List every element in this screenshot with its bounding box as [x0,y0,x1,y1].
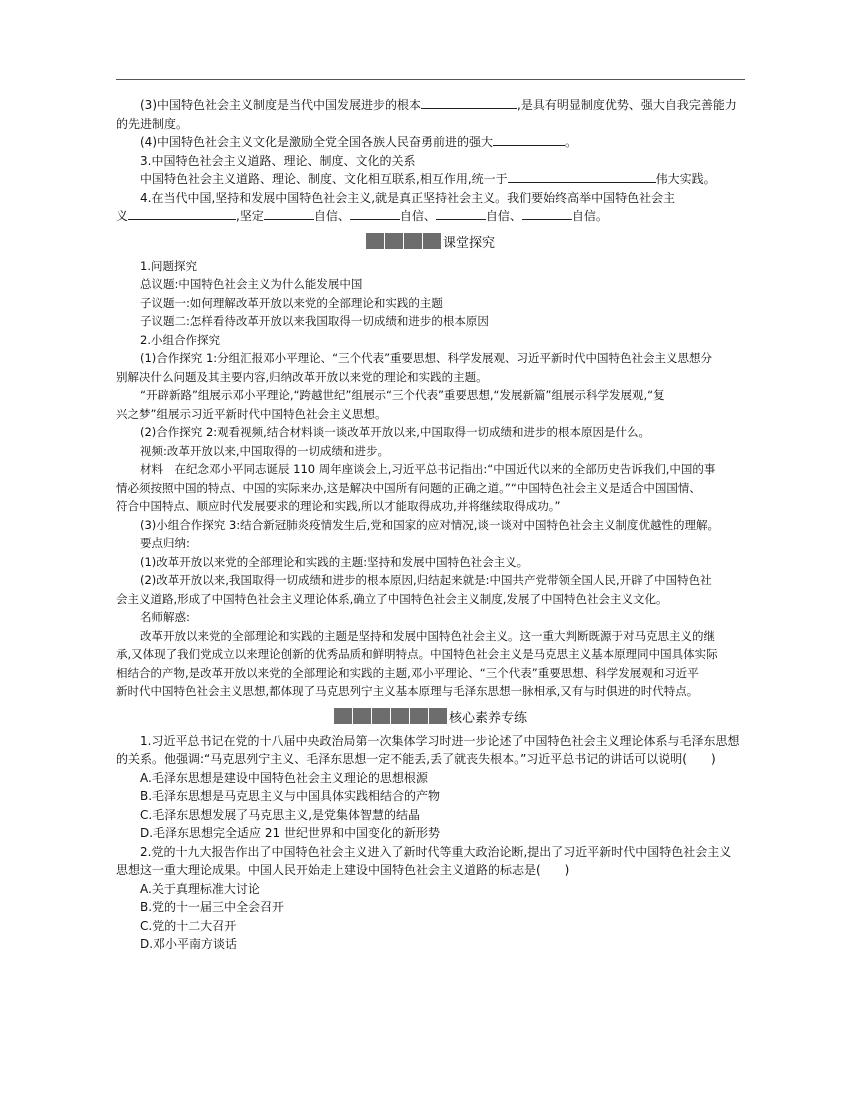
fill-blank[interactable] [421,96,517,109]
option-c[interactable]: C.毛泽东思想发展了马克思主义,是党集体智慧的结晶 [140,807,421,822]
question-2 [116,843,745,954]
text-line: (4)中国特色社会主义文化是激励全党全国各族人民奋勇前进的强大 。 [140,135,578,149]
fill-blank[interactable] [436,207,486,220]
fill-blank[interactable] [350,207,400,220]
question-stem: 1.习近平总书记在党的十八届中央政治局第一次集体学习时进一步论述了中国特色社会主义理论体系与毛泽东思想 [140,733,740,748]
option-b[interactable]: B.党的十一届三中全会召开 [140,900,285,914]
text-line: 义 ,坚定 自信、 自信、 自信、 自信。 [116,209,608,223]
text-line: 新时代中国特色社会主义思想,都体现了马克思列宁主义基本原理与毛泽东思想一脉相承,又有与时俱进的时代特点。 [116,684,699,698]
text-line: (2)改革开放以来,我国取得一切成绩和进步的根本原因,归结起来就是:中国共产党带领全国人民,开辟了中国特色社 [140,573,712,587]
text-line: 符合中国特点、顺应时代发展要求的理论和实践,所以才能取得成功,并将继续取得成功。” [116,499,561,513]
text-line: 会主义道路,形成了中国特色社会主义理论体系,确立了中国特色社会主义制度,发展了中国特色社会主义文化。 [116,591,668,606]
text-line: 别解决什么问题及其主要内容,归纳改革开放以来党的理论和实践的主题。 [116,369,488,384]
section-title: 课堂探究 [442,235,495,251]
question-stem: 2.党的十九大报告作出了中国特色社会主义进入了新时代等重大政治论断,提出了习近平新时代中国特色社会主义 [140,844,732,859]
heading-decoration [334,708,448,724]
text-line: (1)改革开放以来党的全部理论和实践的主题:坚持和发展中国特色社会主义。 [140,554,529,569]
text-line: 4.在当代中国,坚持和发展中国特色社会主义,就是真正坚持社会主义。我们要始终高举中国特色社会主 [140,190,676,205]
text-line: 2.小组合作探究 [140,332,220,347]
option-b[interactable]: B.毛泽东思想是马克思主义与中国具体实践相结合的产物 [140,789,441,803]
text-line: 中国特色社会主义道路、理论、制度、文化相互联系,相互作用,统一于 伟大实践。 [140,172,716,186]
section-title: 核心素养专练 [448,710,527,726]
option-c[interactable]: C.党的十二大召开 [140,918,237,933]
text-line: 要点归纳: [140,536,190,550]
text-line: 名师解惑: [140,610,190,624]
text-line: 3.中国特色社会主义道路、理论、制度、文化的关系 [140,153,416,168]
text-line: (1)合作探究 1:分组汇报邓小平理论、“三个代表”重要思想、科学发展观、习近平新时代中国特色社会主义思想分 [140,351,713,365]
fill-blank[interactable] [508,170,656,183]
text-line: (3)中国特色社会主义制度是当代中国发展进步的根本 ,是具有明显制度优势、强大自我完善能力 [140,98,737,112]
text-line: 总议题:中国特色社会主义为什么能发展中国 [140,277,363,291]
text-line: 1.问题探究 [140,258,197,273]
option-a[interactable]: A.关于真理标准大讨论 [140,881,260,896]
question-stem: 思想这一重大理论成果。中国人民开始走上建设中国特色社会主义道路的标志是( ) [116,863,570,877]
text-line: 材料 在纪念邓小平同志诞辰 110 周年座谈会上,习近平总书记指出:“中国近代以来的全部历史告诉我们,中国的事 [140,462,716,476]
text-line: 兴之梦”组展示习近平新时代中国特色社会主义思想。 [116,406,387,421]
fill-blank[interactable] [128,207,236,220]
question-stem: 的关系。他强调:“马克思列宁主义、毛泽东思想一定不能丢,丢了就丧失根本。”习近平总书记的讲话可以说明( ) [116,752,716,766]
option-d[interactable]: D.毛泽东思想完全适应 21 世纪世界和中国变化的新形势 [140,826,440,840]
document-body [116,96,745,954]
fill-blank[interactable] [264,207,314,220]
option-a[interactable]: A.毛泽东思想是建设中国特色社会主义理论的思想根源 [140,770,428,785]
fill-blank[interactable] [493,133,565,146]
text-line: 相结合的产物,是改革开放以来党的全部理论和实践的主题,邓小平理论、“三个代表”重要思想、科学发展观和习近平 [116,665,699,680]
option-d[interactable]: D.邓小平南方谈话 [140,937,238,951]
text-line: 子议题一:如何理解改革开放以来党的全部理论和实践的主题 [140,295,443,310]
text-line: 子议题二:怎样看待改革开放以来我国取得一切成绩和进步的根本原因 [140,314,489,328]
question-1 [116,732,745,843]
text-line: (3)小组合作探究 3:结合新冠肺炎疫情发生后,党和国家的应对情况,谈一谈对中国特色社会主义制度优越性的理解。 [140,517,719,532]
text-line: 情必须按照中国的特点、中国的实际来办,这是解决中国所有问题的正确之道。”“中国特色社会主义是适合中国国情、 [116,480,701,495]
text-line: 的先进制度。 [116,116,189,131]
section-heading-core [116,707,745,726]
text-line: (2)合作探究 2:观看视频,结合材料谈一谈改革开放以来,中国取得一切成绩和进步的根本原因是什么。 [140,425,650,439]
text-line: 视频:改革开放以来,中国取得的一切成绩和进步。 [140,443,390,458]
fill-blank[interactable] [522,207,572,220]
text-line: “开辟新路”组展示邓小平理论,“跨越世纪”组展示“三个代表”重要思想,“发展新篇”组展示科学发展观,“复 [140,388,665,402]
inquiry-section [116,257,745,701]
text-line: 改革开放以来党的全部理论和实践的主题是坚持和发展中国特色社会主义。这一重大判断既源于对马克思主义的继 [140,628,715,643]
text-line: 承,又体现了我们党成立以来理论创新的优秀品质和鲜明特点。中国特色社会主义是马克思主义基本原理同中国具体实际 [116,647,718,661]
header-rule [116,79,745,80]
heading-decoration [366,233,442,249]
section-heading-classroom [116,232,745,251]
